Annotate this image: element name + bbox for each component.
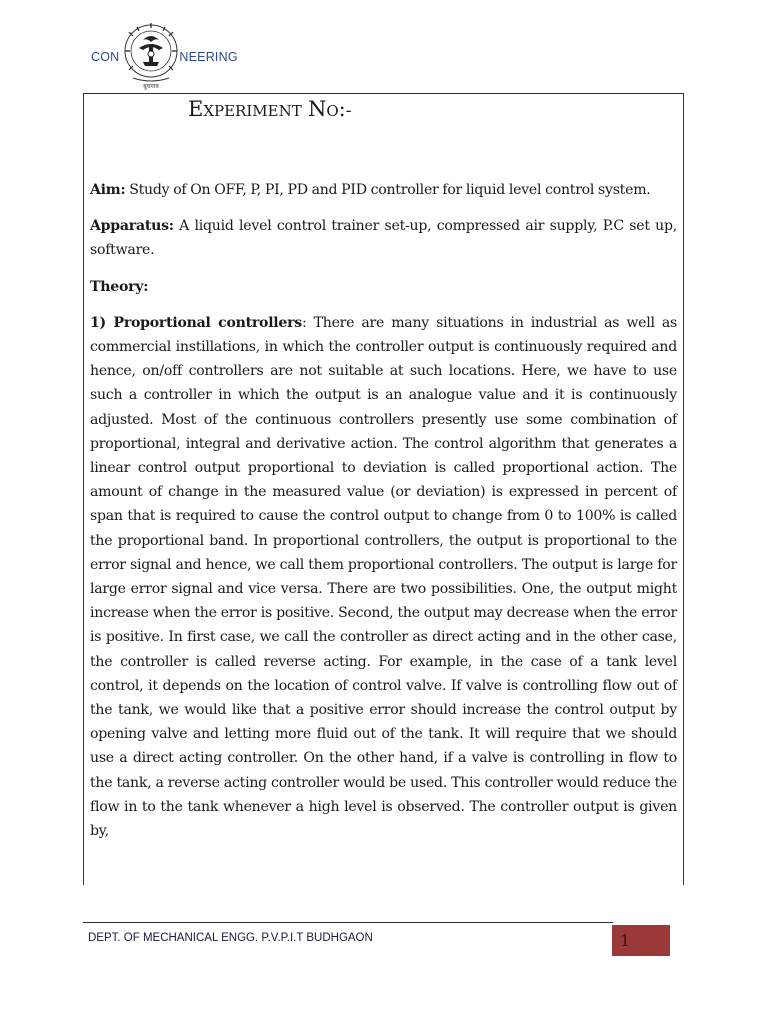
footer-department: DEPT. OF MECHANICAL ENGG. P.V.P.I.T BUDHGAON [88, 932, 373, 944]
proportional-controllers-paragraph [90, 311, 677, 843]
header-text-part1: CON [91, 50, 120, 64]
header-text-part2: NEERING [179, 50, 238, 64]
college-emblem-icon [115, 18, 187, 90]
aim-paragraph [90, 178, 677, 202]
aim-label: Aim: [90, 182, 126, 198]
theory-heading: Theory: [90, 278, 149, 295]
page-content [90, 96, 677, 843]
proportional-controllers-text: : There are many situations in industrial as well as commercial instillations, in which the controller output is continuously required and hence, on/off controllers are not suitable at such locations. Here, we have to use such a controller in which the output is an analogue value and it is continuously adjusted. Most of the continuous controllers presently use some combination of proportional, integral and derivative action. The control algorithm that generates a linear control output proportional to deviation is called proportional action. The amount of change in the measured value (or deviation) is expressed in percent of span that is required to cause the control output to change from 0 to 100% is called the proportional band. In proportional controllers, the output is proportional to the error signal and hence, we call them proportional controllers. The output is large for large error signal and vice versa. There are two possibilities. One, the output might increase when the error is positive. Second, the output may decrease when the error is positive. In first case, we call the controller as direct acting and in the other case, the controller is called reverse acting. For example, in the case of a tank level control, it depends on the location of control valve. If valve is controlling flow out of the tank, we would like that a positive error should increase the control output by opening valve and letting more fluid out of the tank. It will require that we should use a direct acting controller. On the other hand, if a valve is controlling in flow to the tank, a reverse acting controller would be used. This controller would reduce the flow in to the tank whenever a high level is observed. The controller output is given by, [90, 314, 677, 840]
page-number-badge [612, 925, 670, 956]
logo-caption: बुधगाव [143, 83, 159, 90]
apparatus-text: A liquid level control trainer set-up, compressed air supply, P.C set up, software. [90, 218, 677, 259]
experiment-title [188, 96, 677, 124]
footer-rule [83, 922, 613, 923]
experiment-title-text: Experiment No: [188, 97, 346, 121]
apparatus-label: Apparatus: [90, 218, 174, 235]
aim-text: Study of On OFF, P, PI, PD and PID controller for liquid level control system. [125, 182, 651, 198]
proportional-controllers-label: 1) Proportional controllers [90, 314, 302, 331]
page-number: 1 [620, 931, 631, 950]
apparatus-paragraph [90, 214, 677, 262]
experiment-title-dash: - [345, 101, 352, 121]
